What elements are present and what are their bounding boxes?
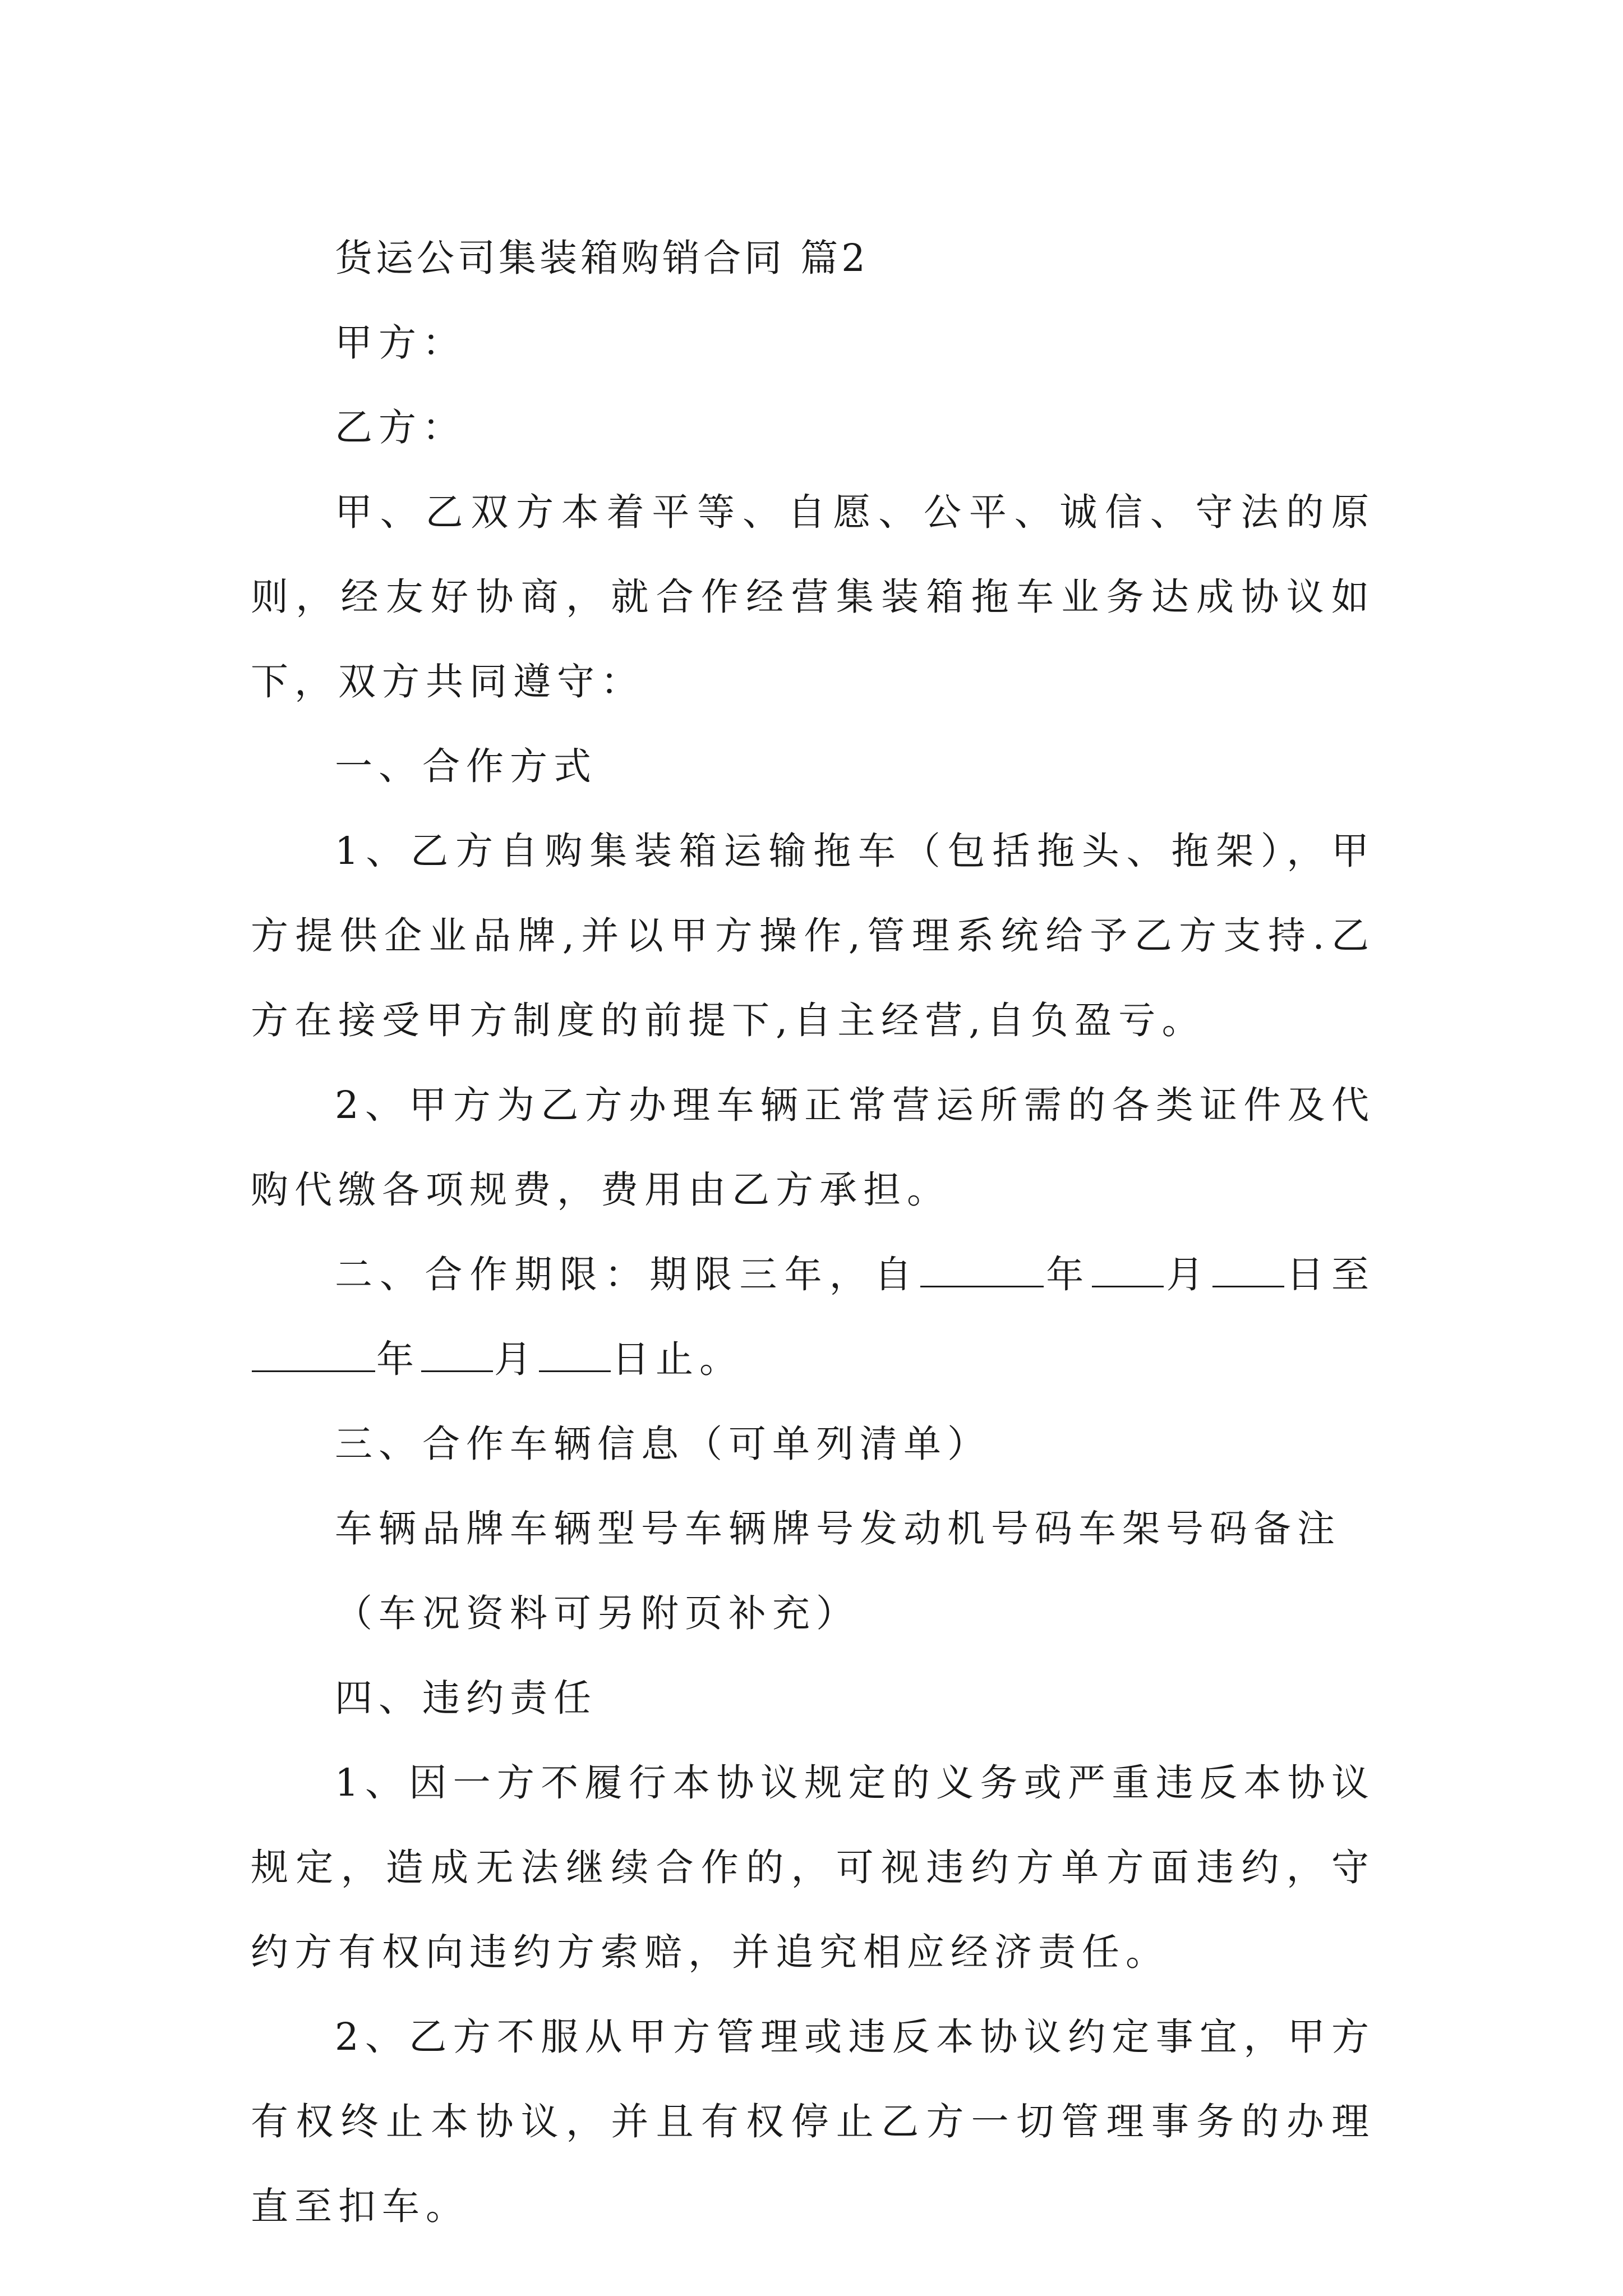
- section-1-heading: 一、合作方式: [335, 744, 597, 788]
- end-month-label: 月: [494, 1337, 538, 1381]
- preamble-paragraph: 甲、乙双方本着平等、自愿、公平、诚信、守法的原则，经友好协商，就合作经营集装箱拖车业务达成协议如下，双方共同遵守：: [251, 490, 1375, 703]
- term-to-text: 至: [1331, 1253, 1376, 1296]
- end-year-blank: [252, 1338, 375, 1372]
- section-3-note: （车况资料可另附页补充）: [335, 1591, 860, 1635]
- start-year-blank: [920, 1253, 1044, 1287]
- start-month-blank: [1092, 1253, 1164, 1287]
- start-month-label: 月: [1165, 1253, 1211, 1296]
- section-1-item-1: 1、乙方自购集装箱运输拖车（包括拖头、拖架），甲方提供企业品牌,并以甲方操作,管理系统给予乙方支持.乙方在接受甲方制度的前提下,自主经营,自负盈亏。: [251, 829, 1375, 1042]
- term-end-text: 日止。: [612, 1337, 743, 1381]
- section-2-term-paragraph: [251, 1232, 1375, 1402]
- section-4-heading: 四、违约责任: [335, 1676, 597, 1720]
- end-year-label: 年: [376, 1337, 420, 1381]
- section-1-item-2: 2、甲方为乙方办理车辆正常营运所需的各类证件及代购代缴各项规费，费用由乙方承担。: [251, 1083, 1375, 1212]
- term-lead-text: 二、合作期限：期限三年，自: [335, 1253, 920, 1296]
- party-a-line: 甲方：: [335, 321, 466, 365]
- start-day-label: 日: [1285, 1253, 1332, 1296]
- end-day-blank: [539, 1338, 611, 1372]
- start-day-blank: [1212, 1253, 1284, 1287]
- document-title: 货运公司集装箱购销合同 篇2: [335, 236, 869, 280]
- section-4-item-2: 2、乙方不服从甲方管理或违反本协议约定事宜，甲方有权终止本协议，并且有权停止乙方一切管理事务的办理直至扣车。: [251, 2015, 1375, 2228]
- party-b-line: 乙方：: [335, 406, 466, 449]
- start-year-label: 年: [1045, 1253, 1091, 1296]
- section-3-heading: 三、合作车辆信息（可单列清单）: [335, 1422, 991, 1466]
- end-month-blank: [421, 1338, 493, 1372]
- section-3-fields: 车辆品牌车辆型号车辆牌号发动机号码车架号码备注: [335, 1507, 1341, 1550]
- section-4-item-1: 1、因一方不履行本协议规定的义务或严重违反本协议规定，造成无法继续合作的，可视违约方单方面违约，守约方有权向违约方索赔，并追究相应经济责任。: [251, 1761, 1375, 1974]
- document-body: [251, 216, 1375, 2249]
